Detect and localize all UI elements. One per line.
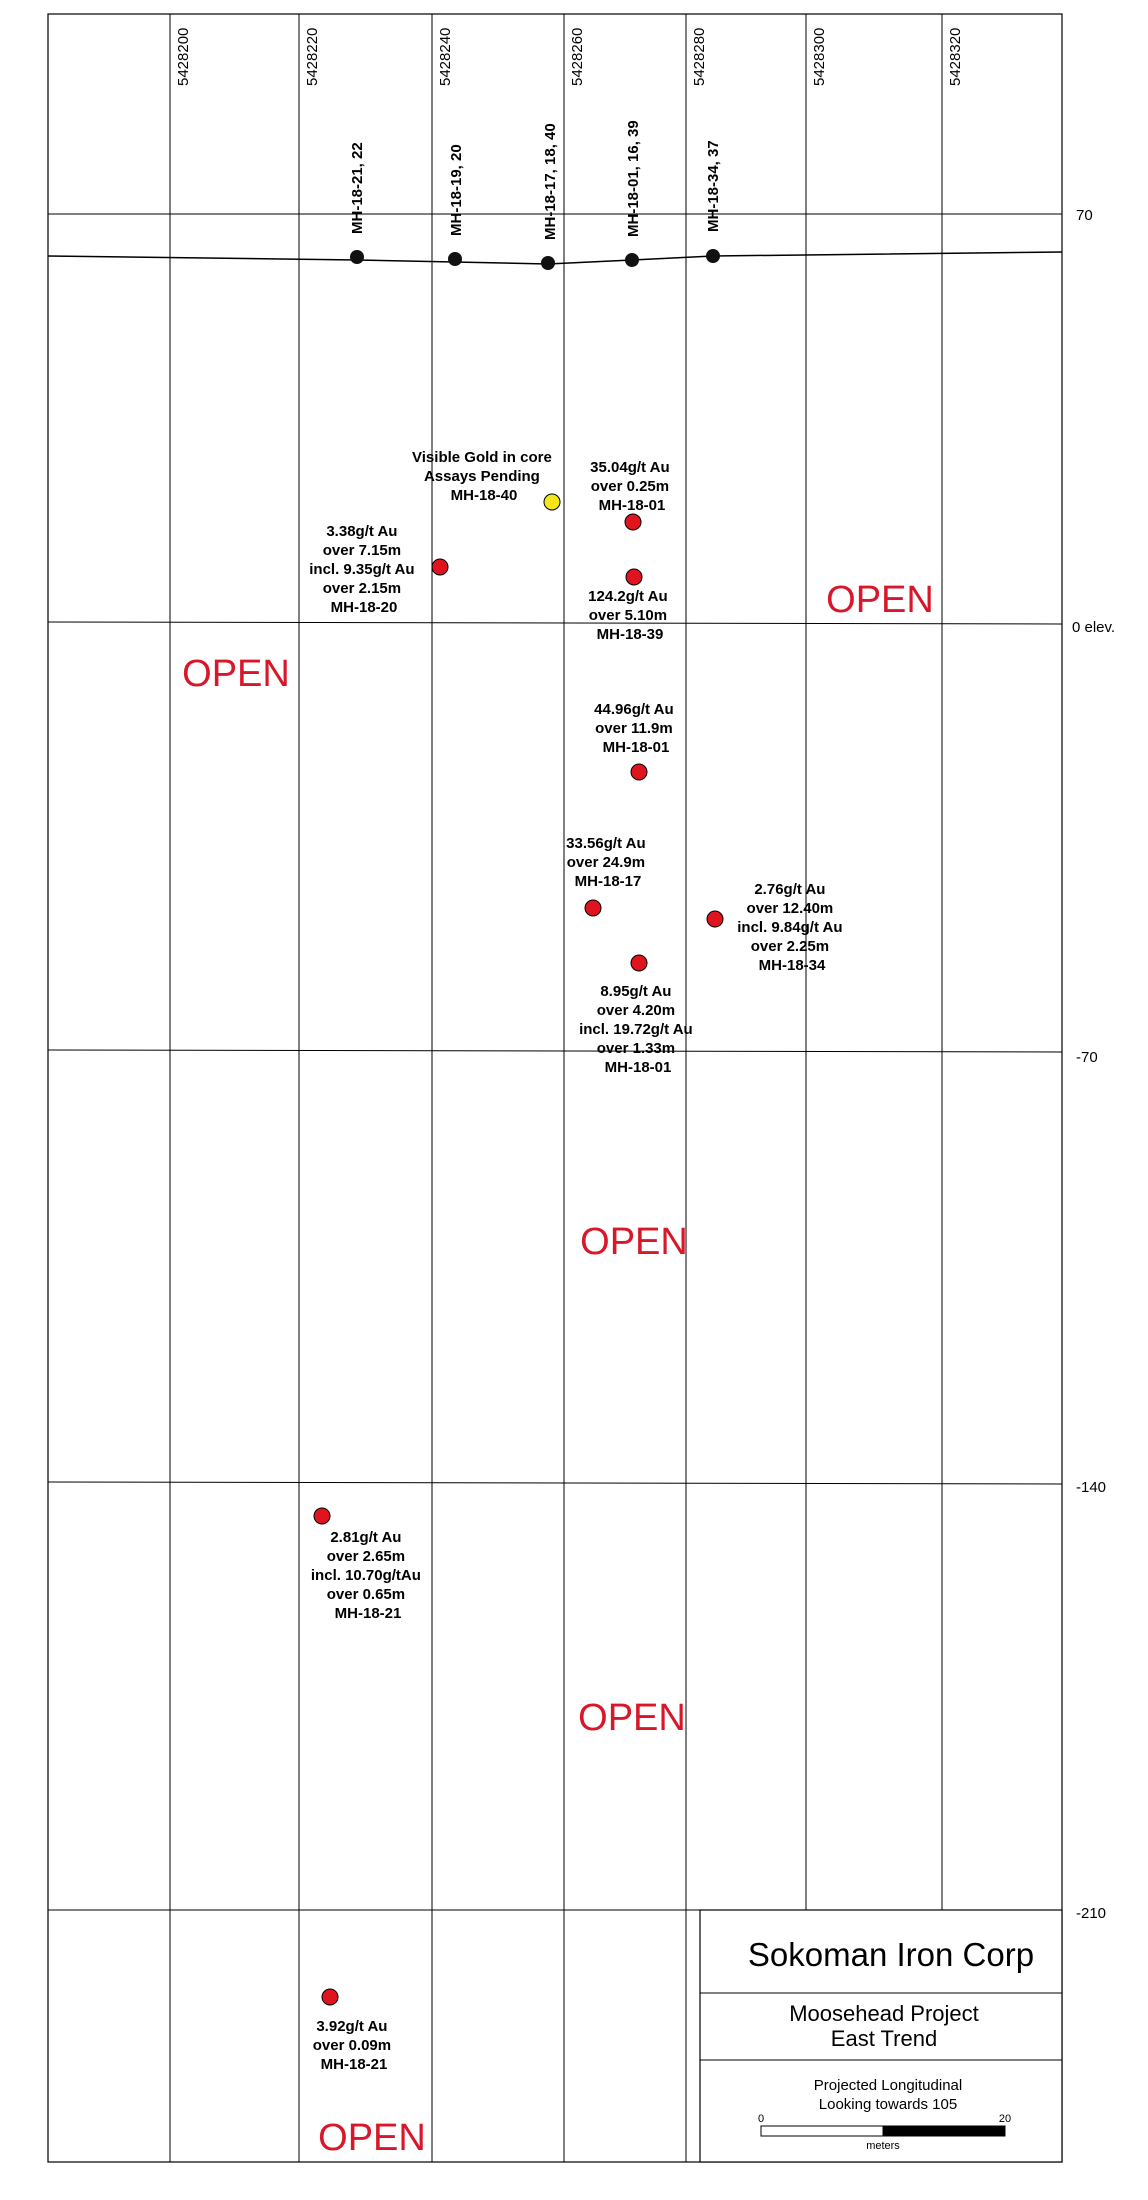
annotation-line: 33.56g/t Au xyxy=(566,835,646,852)
open-label: OPEN xyxy=(826,579,934,621)
open-label: OPEN xyxy=(182,653,290,695)
annotation-line: 2.76g/t Au xyxy=(754,881,826,898)
topographic-surface xyxy=(48,252,1062,264)
collar-hole-label: MH-18-34, 37 xyxy=(705,140,722,232)
annotation-line: over 1.33m xyxy=(596,1040,676,1057)
intercept-annotations xyxy=(309,449,846,2073)
annotation-line: 3.92g/t Au xyxy=(316,2018,388,2035)
drill-collar-marker xyxy=(625,253,639,267)
northing-grid xyxy=(170,14,942,2162)
section-frame xyxy=(48,14,1062,2162)
drill-collar-marker xyxy=(448,252,462,266)
annotation-line: over 24.9m xyxy=(566,854,646,871)
intercept-marker xyxy=(631,955,647,971)
drill-collar-marker xyxy=(706,249,720,263)
annotation-line: over 7.15m xyxy=(322,542,402,559)
annotation-line: 3.38g/t Au xyxy=(326,523,398,540)
annotation-line: MH-18-40 xyxy=(450,487,518,504)
intercept-annotation xyxy=(594,701,678,756)
annotation-line: MH-18-01 xyxy=(602,739,670,756)
elevation-labels xyxy=(1072,207,1115,1922)
annotation-line: over 2.15m xyxy=(322,580,402,597)
trend-name: East Trend xyxy=(830,2026,938,2051)
annotation-line: over 2.65m xyxy=(326,1548,406,1565)
annotation-line: Visible Gold in core xyxy=(412,449,552,466)
title-block xyxy=(700,1910,1062,2162)
northing-label: 5428280 xyxy=(691,27,708,86)
annotation-line: MH-18-01 xyxy=(604,1059,672,1076)
annotation-line: over 0.25m xyxy=(590,478,670,495)
annotation-line: incl. 10.70g/tAu xyxy=(310,1567,421,1584)
intercept-marker xyxy=(625,514,641,530)
annotation-line: over 5.10m xyxy=(588,607,668,624)
elevation-grid xyxy=(48,214,1062,1910)
elevation-line xyxy=(48,1482,1062,1484)
annotation-line: 8.95g/t Au xyxy=(600,983,672,1000)
view-direction: Looking towards 105 xyxy=(818,2096,958,2113)
visible-gold-marker xyxy=(544,494,560,510)
elevation-line xyxy=(48,622,1062,624)
northing-label: 5428300 xyxy=(811,27,828,86)
scale-bar-white xyxy=(761,2126,883,2136)
annotation-line: incl. 19.72g/t Au xyxy=(579,1021,693,1038)
northing-labels xyxy=(175,28,964,86)
company-name: Sokoman Iron Corp xyxy=(747,1936,1035,1973)
collar-hole-label: MH-18-21, 22 xyxy=(349,142,366,234)
collar-hole-label: MH-18-01, 16, 39 xyxy=(625,120,642,237)
intercept-annotation xyxy=(588,588,672,643)
elevation-label: -210 xyxy=(1076,1905,1107,1922)
scale-bar-black xyxy=(883,2126,1005,2136)
annotation-line: incl. 9.84g/t Au xyxy=(737,919,843,936)
annotation-line: incl. 9.35g/t Au xyxy=(309,561,415,578)
elevation-label: 0 elev. xyxy=(1072,619,1116,636)
annotation-line: over 0.65m xyxy=(326,1586,406,1603)
annotation-line: over 4.20m xyxy=(596,1002,676,1019)
annotation-line: 44.96g/t Au xyxy=(594,701,674,718)
elevation-label: -70 xyxy=(1076,1049,1098,1066)
annotation-line: MH-18-21 xyxy=(320,2056,388,2073)
scale-unit-label: meters xyxy=(866,2140,900,2152)
intercept-annotation xyxy=(313,2018,396,2073)
elevation-line xyxy=(48,1050,1062,1052)
view-description: Projected Longitudinal xyxy=(813,2077,963,2094)
northing-label: 5428320 xyxy=(947,27,964,86)
annotation-line: over 11.9m xyxy=(595,720,673,737)
intercept-annotation xyxy=(412,449,556,504)
intercept-marker xyxy=(322,1989,338,2005)
northing-label: 5428260 xyxy=(569,27,586,86)
intercept-marker xyxy=(432,559,448,575)
annotation-line: MH-18-20 xyxy=(330,599,398,616)
annotation-line: over 2.25m xyxy=(750,938,830,955)
annotation-line: over 0.09m xyxy=(312,2037,392,2054)
open-label: OPEN xyxy=(580,1221,688,1263)
annotation-line: 124.2g/t Au xyxy=(588,588,668,605)
intercept-annotation xyxy=(590,459,674,514)
scale-max-label: 20 xyxy=(998,2113,1012,2125)
northing-label: 5428200 xyxy=(175,27,192,86)
open-label: OPEN xyxy=(578,1697,686,1739)
intercept-marker xyxy=(707,911,723,927)
annotation-line: MH-18-39 xyxy=(596,626,664,643)
intercept-annotation xyxy=(579,983,697,1076)
annotation-line: 2.81g/t Au xyxy=(330,1529,402,1546)
intercept-annotation xyxy=(737,881,846,974)
annotation-line: MH-18-21 xyxy=(334,1605,402,1622)
intercept-annotation xyxy=(309,523,418,616)
elevation-label: 70 xyxy=(1076,207,1093,224)
annotation-line: Assays Pending xyxy=(423,468,540,485)
drill-collars xyxy=(350,249,720,270)
intercept-annotation xyxy=(566,835,650,890)
annotation-line: MH-18-34 xyxy=(758,957,826,974)
intercept-annotation xyxy=(311,1529,425,1622)
annotation-line: MH-18-01 xyxy=(598,497,666,514)
collar-labels xyxy=(349,120,722,240)
scale-min-label: 0 xyxy=(757,2113,765,2125)
intercept-marker xyxy=(626,569,642,585)
northing-label: 5428240 xyxy=(437,27,454,86)
open-label: OPEN xyxy=(318,2117,426,2159)
annotation-line: 35.04g/t Au xyxy=(590,459,670,476)
annotation-line: MH-18-17 xyxy=(574,873,642,890)
northing-label: 5428220 xyxy=(304,27,321,86)
intercept-marker xyxy=(631,764,647,780)
intercept-marker xyxy=(585,900,601,916)
intercept-marker xyxy=(314,1508,330,1524)
drill-collar-marker xyxy=(350,250,364,264)
collar-hole-label: MH-18-19, 20 xyxy=(448,144,465,236)
elevation-label: -140 xyxy=(1076,1479,1107,1496)
annotation-line: over 12.40m xyxy=(746,900,834,917)
drill-collar-marker xyxy=(541,256,555,270)
project-name: Moosehead Project xyxy=(789,2001,979,2026)
collar-hole-label: MH-18-17, 18, 40 xyxy=(542,123,559,240)
